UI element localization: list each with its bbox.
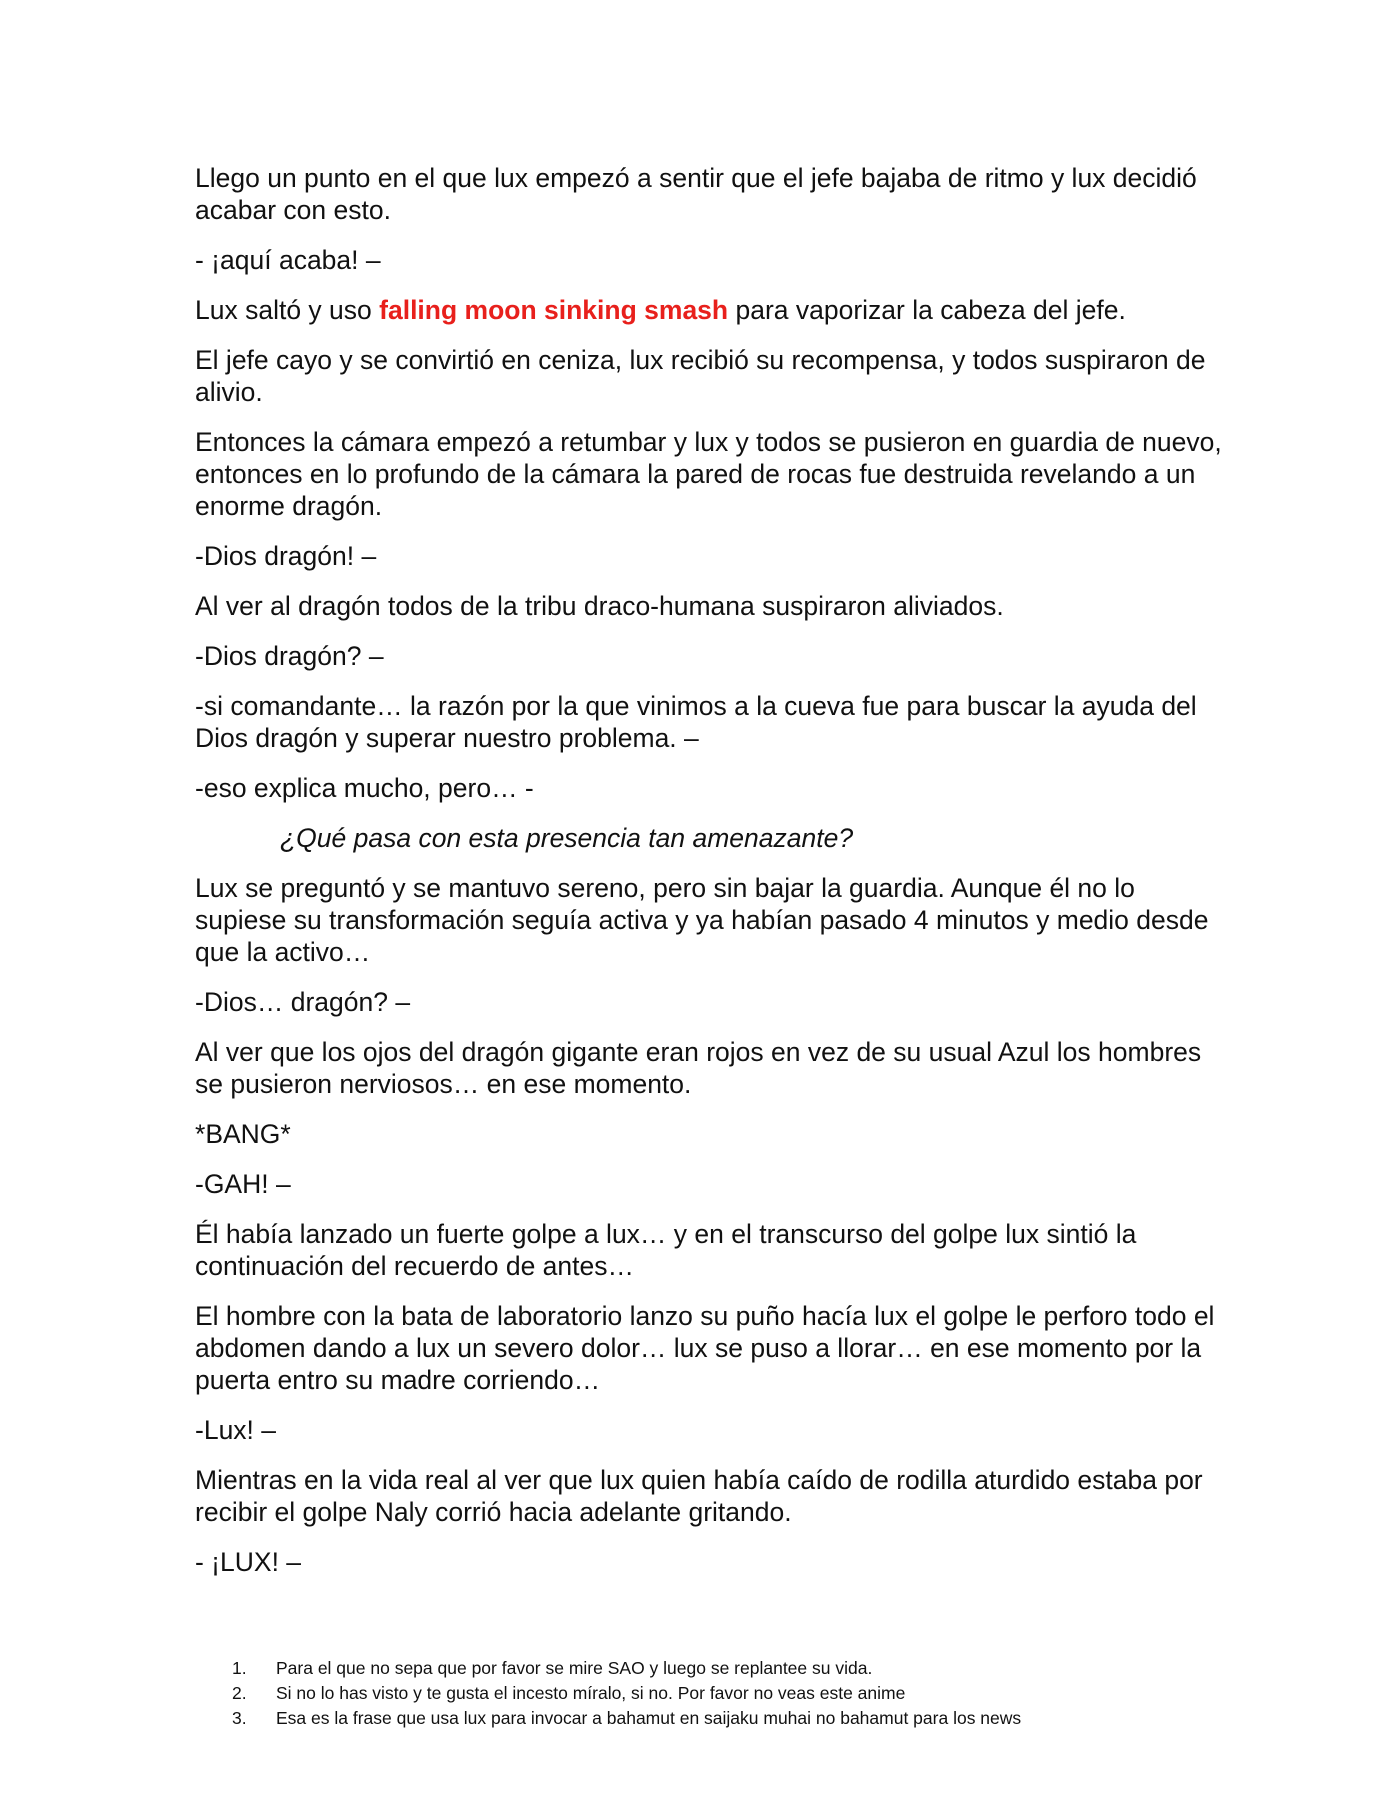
paragraph-narration: Al ver que los ojos del dragón gigante eran rojos en vez de su usual Azul los hombres se pusieron nerviosos… en ese momento. bbox=[195, 1037, 1202, 1099]
paragraph-dialogue: -Lux! – bbox=[195, 1415, 277, 1445]
paragraph-dialogue: - ¡aquí acaba! – bbox=[195, 245, 381, 275]
footnote-item bbox=[232, 1681, 1232, 1706]
paragraph-dialogue: -eso explica mucho, pero… - bbox=[195, 773, 534, 803]
text-after-highlight: para vaporizar la cabeza del jefe. bbox=[728, 295, 1126, 325]
footnote-text: Esa es la frase que usa lux para invocar a bahamut en saijaku muhai no bahamut para los news bbox=[276, 1708, 1022, 1728]
paragraph-dialogue: -Dios dragón! – bbox=[195, 541, 377, 571]
highlighted-attack-name: falling moon sinking smash bbox=[379, 295, 729, 325]
footnote-number: 3. bbox=[232, 1708, 247, 1728]
footnote-text: Si no lo has visto y te gusta el incesto míralo, si no. Por favor no veas este anime bbox=[276, 1683, 906, 1703]
footnote-number: 1. bbox=[232, 1658, 247, 1678]
paragraph-narration: Mientras en la vida real al ver que lux quien había caído de rodilla aturdido estaba por recibir el golpe Naly corrió hacia adelante gritando. bbox=[195, 1465, 1203, 1527]
paragraph-dialogue: - ¡LUX! – bbox=[195, 1547, 302, 1577]
paragraph-narration: El hombre con la bata de laboratorio lanzo su puño hacía lux el golpe le perforo todo el abdomen dando a lux un severo dolor… lux se puso a llorar… en ese momento por la puerta entro su madre corriendo… bbox=[195, 1301, 1215, 1395]
paragraph-narration: Él había lanzado un fuerte golpe a lux… y en el transcurso del golpe lux sintió la continuación del recuerdo de antes… bbox=[195, 1219, 1137, 1281]
paragraph-narration: Entonces la cámara empezó a retumbar y lux y todos se pusieron en guardia de nuevo, entonces en lo profundo de la cámara la pared de rocas fue destruida revelando a un enorme dragón. bbox=[195, 427, 1222, 521]
paragraph-thought: ¿Qué pasa con esta presencia tan amenazante? bbox=[280, 823, 854, 853]
text-before-highlight: Lux saltó y uso bbox=[195, 295, 380, 325]
paragraph-dialogue: -Dios… dragón? – bbox=[195, 987, 411, 1017]
paragraph-narration-highlight bbox=[195, 294, 1225, 326]
footnotes-list bbox=[232, 1656, 1232, 1731]
paragraph-dialogue: -GAH! – bbox=[195, 1169, 291, 1199]
paragraph-dialogue: -si comandante… la razón por la que vinimos a la cueva fue para buscar la ayuda del Dios dragón y superar nuestro problema. – bbox=[195, 691, 1197, 753]
paragraph-narration: Llego un punto en el que lux empezó a sentir que el jefe bajaba de ritmo y lux decidió acabar con esto. bbox=[195, 163, 1197, 225]
document-body bbox=[195, 162, 1225, 1596]
footnote-number: 2. bbox=[232, 1683, 247, 1703]
paragraph-sound-effect: *BANG* bbox=[195, 1119, 291, 1149]
footnote-item bbox=[232, 1656, 1232, 1681]
footnote-item bbox=[232, 1706, 1232, 1731]
paragraph-dialogue: -Dios dragón? – bbox=[195, 641, 384, 671]
paragraph-narration: Al ver al dragón todos de la tribu draco-humana suspiraron aliviados. bbox=[195, 591, 1004, 621]
footnote-text: Para el que no sepa que por favor se mire SAO y luego se replantee su vida. bbox=[276, 1658, 873, 1678]
paragraph-narration: Lux se preguntó y se mantuvo sereno, pero sin bajar la guardia. Aunque él no lo supiese su transformación seguía activa y ya habían pasado 4 minutos y medio desde que la activo… bbox=[195, 873, 1209, 967]
paragraph-narration: El jefe cayo y se convirtió en ceniza, lux recibió su recompensa, y todos suspiraron de alivio. bbox=[195, 345, 1206, 407]
